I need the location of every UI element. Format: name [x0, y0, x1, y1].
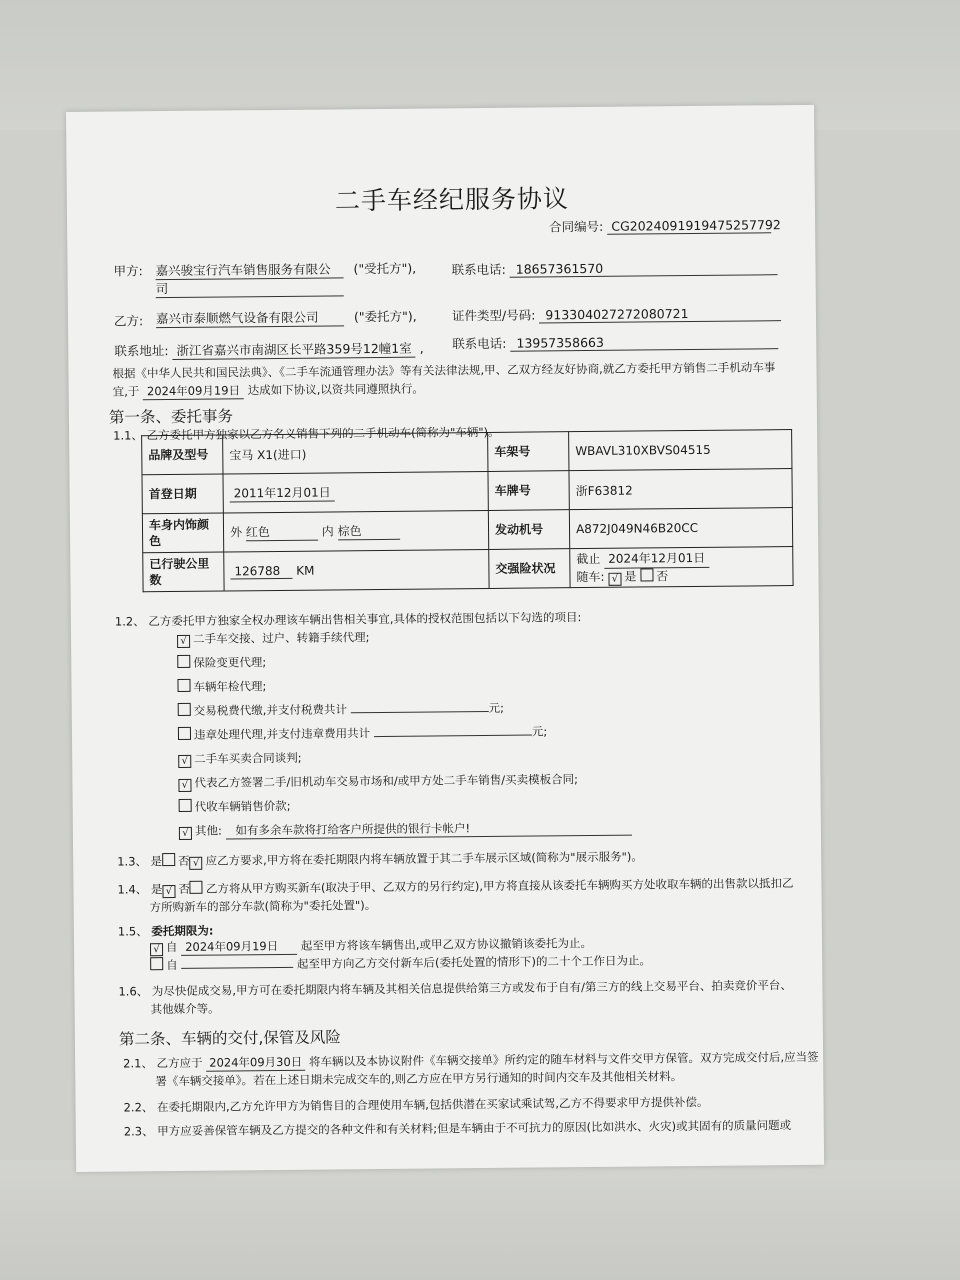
clause-1-6-cont: 其他媒介等。 — [150, 1001, 220, 1017]
clause-1-4-yes-checkbox[interactable]: √ — [162, 885, 175, 898]
mileage-value: 126788 KM — [224, 549, 489, 591]
reg-date-value: 2011年12月01日 — [223, 471, 488, 513]
option-5: 违章处理代理,并支付违章费用共计 元; — [178, 723, 547, 743]
option-7: √ 代表乙方签署二手/旧机动车交易市场和/或甲方处二手车销售/买卖模板合同; — [178, 771, 578, 792]
option-checkbox[interactable]: √ — [177, 635, 190, 648]
table-row — [142, 469, 792, 514]
brand-value: 宝马 X1(进口) — [223, 432, 488, 474]
option-6: √ 二手车买卖合同谈判; — [178, 750, 302, 768]
insurance-no-checkbox[interactable] — [640, 568, 653, 581]
vehicle-info-table — [141, 429, 793, 592]
clause-1-3: 1.3、 是 否 √ 应乙方要求,甲方将在委托期限内将车辆放置于其二手车展示区域(简称为"展示服务")。 — [117, 849, 643, 869]
engine-label: 发动机号 — [488, 510, 569, 550]
engine-value: A872J049N46B20CC — [569, 508, 792, 549]
intro-line-1: 根据《中华人民共和国民法典》、《二手车流通管理办法》等有关法律法规,甲、乙双方经友好协商,就乙方委托甲方销售二手机动车事 — [112, 360, 776, 381]
clause-1-5: 1.5、 委托期限为: — [117, 923, 214, 939]
section-1-heading: 第一条、委托事务 — [108, 407, 234, 427]
option-checkbox[interactable] — [179, 799, 192, 812]
option-1: √ 二手车交接、过户、转籍手续代理; — [177, 629, 370, 648]
clause-2-2: 2.2、 在委托期限内,乙方允许甲方为销售目的合理使用车辆,包括供潜在买家试乘试驾,乙方不得要求甲方提供补偿。 — [123, 1094, 709, 1115]
document-title: 二手车经纪服务协议 — [334, 184, 570, 216]
plate-label: 车牌号 — [488, 471, 569, 511]
address-line: 联系地址: 浙江省嘉兴市南湖区长平路359号12幢1室 , — [114, 340, 424, 359]
vin-value: WBAVL310XBVS04515 — [569, 430, 792, 471]
clause-1-3-no-checkbox[interactable]: √ — [190, 857, 203, 870]
clause-1-3-yes-checkbox[interactable] — [162, 853, 175, 866]
contract-number: 合同编号: CG2024091919475257792 — [549, 217, 781, 235]
table-row — [142, 430, 792, 475]
clause-1-1: 1.1、 乙方委托甲方独家以乙方名义销售下列的二手机动车(简称为"车辆")。 — [113, 424, 500, 443]
clause-1-4-cont: 方所购新车的部分车款(简称为"委托处置")。 — [149, 898, 377, 915]
party-a-label: 甲方: — [113, 263, 143, 279]
clause-1-4: 1.4、 是 √ 否 乙方将从甲方购买新车(取决于甲、乙双方的另行约定),甲方将直接从该委托车辆购买方处收取车辆的出售款以抵扣乙 — [117, 876, 794, 898]
clause-2-1-cont: 署《车辆交接单》。若在上述日期未完成交车的,则乙方应在甲方另行通知的时间内交车及其他相关材料。 — [155, 1069, 683, 1089]
color-value: 外 红色 内 棕色 — [223, 510, 488, 552]
option-2: 保险变更代理; — [177, 654, 266, 671]
option-checkbox[interactable]: √ — [179, 827, 192, 840]
reg-date-label: 首登日期 — [142, 474, 223, 514]
insurance-yes-checkbox[interactable]: √ — [608, 572, 621, 585]
option-checkbox[interactable] — [178, 727, 191, 740]
table-row — [143, 547, 793, 592]
other-fill: 如有多余车款将打给客户所提供的银行卡帐户! — [225, 819, 631, 840]
vin-label: 车架号 — [488, 432, 569, 472]
address-value: 浙江省嘉兴市南湖区长平路359号12幢1室 — [172, 339, 415, 360]
term-1-checkbox[interactable]: √ — [150, 943, 163, 956]
clause-2-1: 2.1、 乙方应于 2024年09月30日 将车辆以及本协议附件《车辆交接单》所约定的随车材料与文件交甲方保管。双方完成交付后,应当签 — [123, 1049, 819, 1071]
term-option-1: √ 自 2024年09月19日 起至甲方将该车辆售出,或甲乙双方协议撤销该委托为止。 — [150, 935, 592, 956]
insurance-value: 截止 2024年12月01日 随车: √ 是 否 — [570, 547, 793, 588]
option-checkbox[interactable] — [177, 655, 190, 668]
party-b-label: 乙方: — [113, 313, 144, 329]
table-row — [142, 508, 792, 553]
party-b-id: 证件类型/号码: 913304027272080721 — [452, 303, 782, 324]
party-b-phone: 联系电话: 13957358663 — [452, 331, 778, 352]
mileage-label: 已行驶公里 数 — [143, 552, 224, 592]
insurance-label: 交强险状况 — [489, 549, 570, 589]
clause-2-3: 2.3、 甲方应妥善保管车辆及乙方提交的各种文件和有关材料;但是车辆由于不可抗力的原因(比如洪水、火灾)或其固有的质量问题或 — [123, 1118, 792, 1139]
clause-1-6: 1.6、 为尽快促成交易,甲方可在委托期限内将车辆及其相关信息提供给第三方或发布于自有/第三方的线上交易平台、拍卖竞价平台、 — [118, 978, 792, 999]
option-4: 交易税费代缴,并支付税费共计 元; — [178, 700, 504, 719]
option-checkbox[interactable] — [178, 703, 191, 716]
brand-label: 品牌及型号 — [142, 435, 223, 475]
party-a-role: ("受托方"), — [353, 260, 417, 277]
party-a-name: 嘉兴骏宝行汽车销售服务有限公 — [155, 259, 343, 280]
contract-number-value: CG2024091919475257792 — [607, 217, 771, 235]
party-a-name-cont: 司 — [156, 277, 344, 298]
term-option-2: 自 起至甲方向乙方交付新车后(委托处置的情形下)的二十个工作日为止。 — [150, 952, 651, 973]
option-checkbox[interactable]: √ — [178, 755, 191, 768]
party-b-role: ("委托方"), — [353, 308, 417, 325]
contract-page — [66, 105, 824, 1172]
term-2-checkbox[interactable] — [150, 957, 163, 970]
background-bottom — [0, 1160, 960, 1280]
option-8: 代收车辆销售价款; — [179, 798, 291, 815]
option-3: 车辆年检代理; — [177, 678, 266, 695]
option-checkbox[interactable] — [177, 679, 190, 692]
option-9: √ 其他: 如有多余车款将打给客户所提供的银行卡帐户! — [179, 819, 632, 840]
party-b-name: 嘉兴市泰顺燃气设备有限公司 — [156, 307, 344, 328]
option-checkbox[interactable]: √ — [178, 779, 191, 792]
section-2-heading: 第二条、车辆的交付,保管及风险 — [118, 1028, 341, 1049]
color-label: 车身内饰颜 色 — [142, 513, 223, 553]
party-a-phone: 联系电话: 18657361570 — [451, 257, 777, 278]
clause-1-4-no-checkbox[interactable] — [190, 881, 203, 894]
clause-1-2: 1.2、 乙方委托甲方独家全权办理该车辆出售相关事宜,具体的授权范围包括以下勾选的项目: — [114, 610, 582, 629]
intro-line-2: 宜,于 2024年09月19日 达成如下协议,以资共同遵照执行。 — [112, 381, 424, 399]
plate-value: 浙F63812 — [569, 469, 792, 510]
